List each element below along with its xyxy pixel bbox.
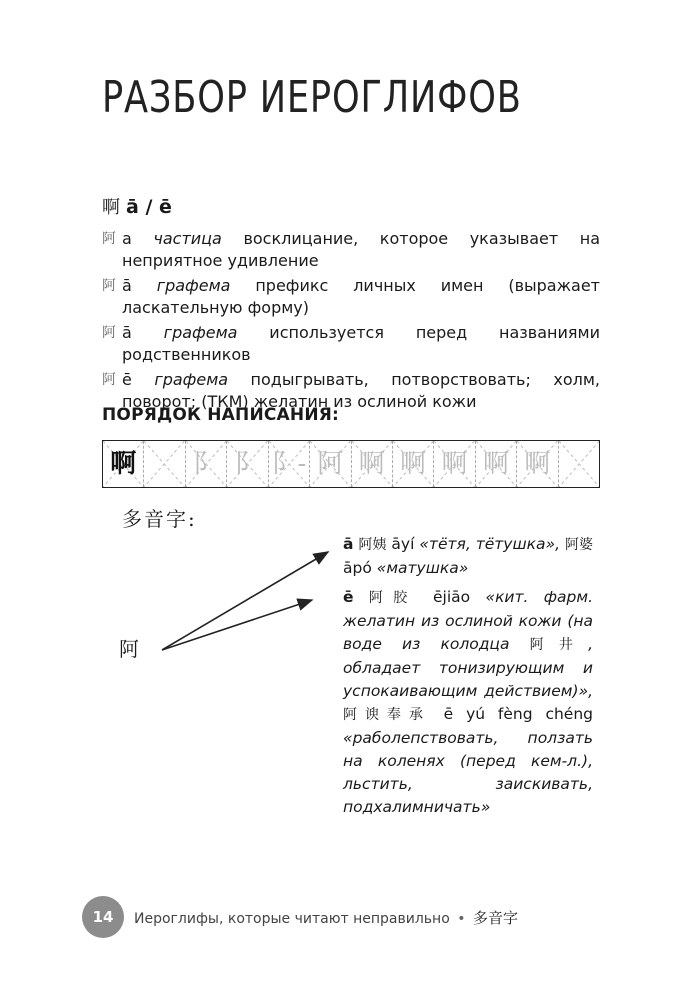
word-hanzi: 阿谀奉承 [343,707,431,723]
stroke-cell [103,441,144,487]
word-pinyin: ējiāo [433,588,471,606]
stroke-cell [144,441,185,487]
e-reading-block [343,586,593,819]
stroke-glyph: 啊 [110,449,137,479]
stroke-order-heading: ПОРЯДОК НАПИСАНИЯ: [102,405,340,425]
meaning-item [102,228,600,272]
arrow-to-e-reading [162,600,312,650]
word-hanzi: 阿井 [529,637,589,653]
cell-guides [144,441,184,487]
a-reading: ā [343,535,354,553]
word-translation: «кит. фарм. желатин из ослиной кожи (на воде из колодца [343,588,593,653]
stroke-cell [310,441,351,487]
stroke-glyph: ⻖ [193,449,220,479]
heading-hanzi: 啊 [102,197,120,218]
page-title: РАЗБОР ИЕРОГЛИФОВ [102,72,522,123]
stroke-glyph: 啊 [358,449,385,479]
stroke-cell [476,441,517,487]
meaning-text: подыгрывать, потворствовать; холм, поворот; (ТКМ) желатин из ослиной кожи [122,370,600,411]
root-character: 阿 [119,637,139,661]
word-hanzi: 阿婆 [564,537,594,553]
meaning-category: частица [153,229,222,248]
meaning-text: префикс личных имен (выражает ласкательную форму) [122,276,600,317]
meaning-hanzi-bullet: 阿 [102,231,116,247]
stroke-glyph: 啊 [524,449,551,479]
e-reading: ē [343,588,354,606]
word-pinyin: āpó [343,559,372,577]
word-pinyin: āyí [391,535,415,553]
stroke-cell [352,441,393,487]
meaning-reading: ā [122,276,132,295]
meaning-hanzi-bullet: 阿 [102,325,116,341]
a-reading-block [343,533,593,580]
word-translation: , обладает тонизирующим и успокаивающим действием)», [343,635,594,700]
footer-separator: • [457,911,466,927]
meaning-reading: ē [122,370,132,389]
reading-arrows [150,540,330,660]
stroke-cell [559,441,599,487]
meaning-item [102,275,600,319]
arrow-to-a-reading [162,552,328,650]
stroke-cell [434,441,475,487]
stroke-glyph: 啊 [441,449,468,479]
stroke-glyph: 阝- [271,449,307,479]
book-title: Иероглифы, которые читают неправильно [134,911,450,927]
meaning-category: графема [156,276,231,295]
stroke-order-grid [102,440,600,488]
cell-guides [559,441,599,487]
stroke-glyph: 啊 [483,449,510,479]
character-heading [102,193,172,219]
running-footer [134,907,518,928]
word-translation: «раболепствовать, ползать на коленях (перед кем-л.), льстить, заискивать, подхалимничать» [343,729,593,816]
meaning-hanzi-bullet: 阿 [102,278,116,294]
heading-pinyin: ā / ē [126,196,172,218]
stroke-glyph: 啊 [400,449,427,479]
stroke-cell [269,441,310,487]
meaning-category: графема [154,370,229,389]
meaning-item [102,322,600,366]
word-translation: «матушка» [376,559,469,577]
word-hanzi: 阿姨 [358,537,387,553]
stroke-cell [393,441,434,487]
meaning-text: восклицание, которое указывает на неприятное удивление [122,229,601,270]
chapter-hanzi: 多音字 [472,909,518,927]
meaning-reading: а [122,229,132,248]
meanings-list [102,228,600,416]
stroke-glyph: 阝 [234,449,261,479]
stroke-cell [186,441,227,487]
word-translation: «тётя, тётушка», [419,535,561,553]
stroke-glyph: 阿 [317,449,344,479]
related-words [343,533,593,825]
meaning-category: графема [163,323,238,342]
meaning-text: используется перед названиями родственников [122,323,600,364]
meaning-reading: ā [122,323,132,342]
word-hanzi: 阿胶 [368,590,418,606]
page-number-badge: 14 [82,896,124,938]
stroke-cell [517,441,558,487]
meaning-hanzi-bullet: 阿 [102,372,116,388]
word-pinyin: ē yú fèng chéng [443,705,593,723]
polyphone-label: 多音字: [122,507,197,531]
stroke-cell [227,441,268,487]
